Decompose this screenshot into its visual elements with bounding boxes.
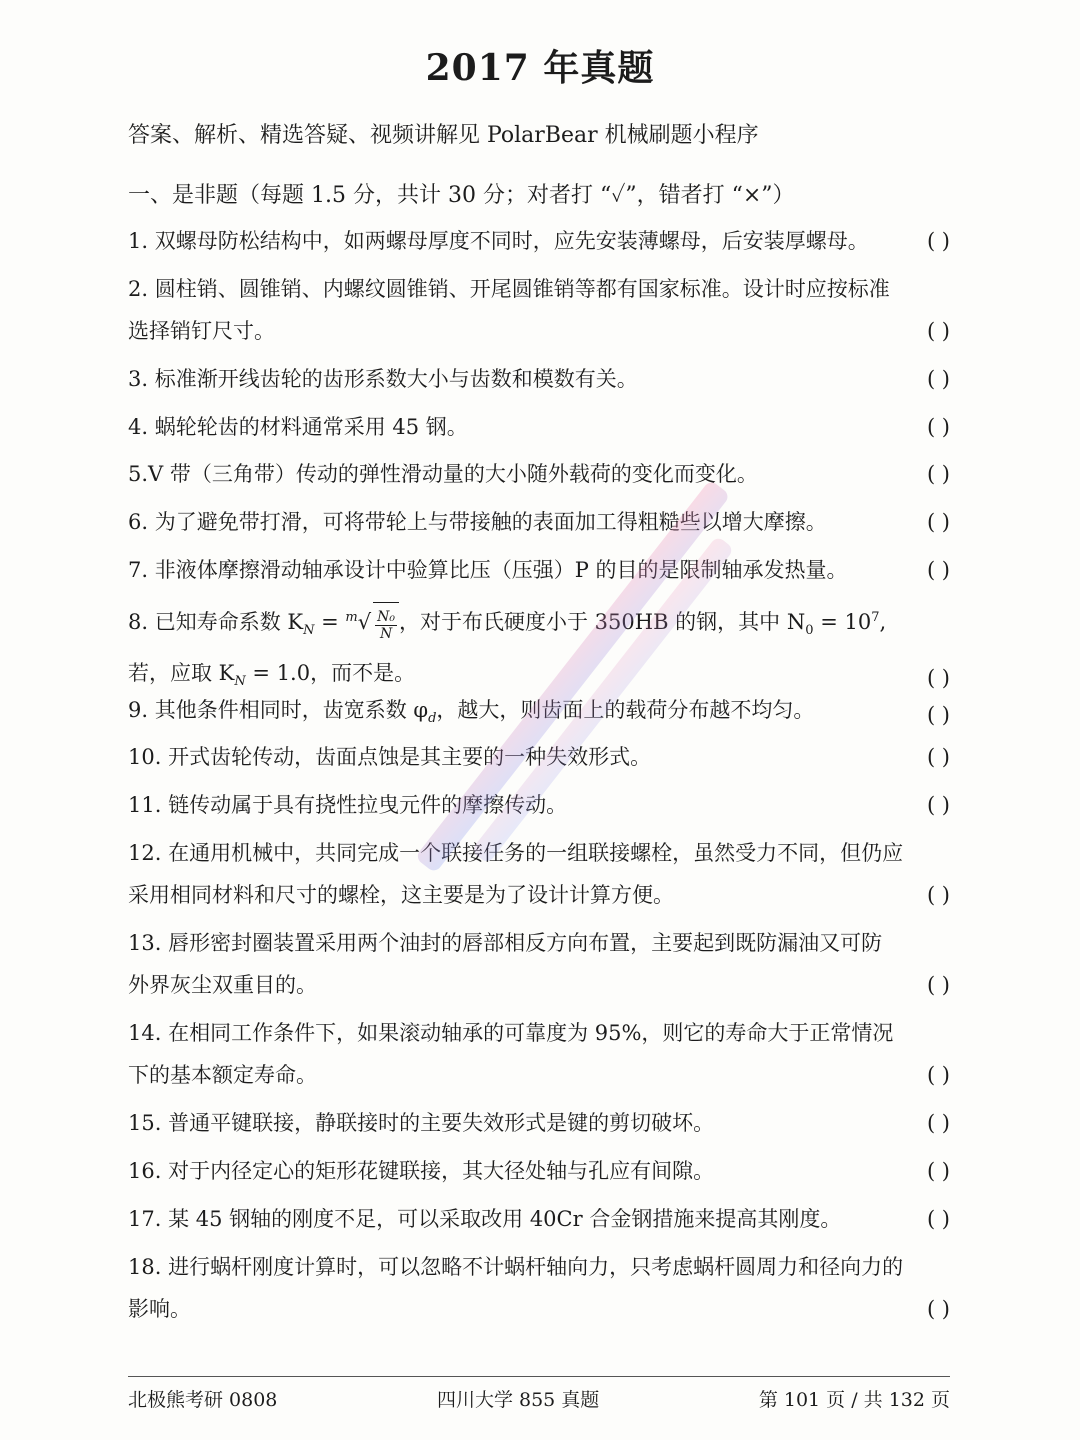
- question-12: [128, 832, 950, 922]
- root-index: m: [345, 610, 358, 625]
- answer-blank: ( ): [926, 415, 950, 439]
- footer-center: 四川大学 855 真题: [436, 1389, 600, 1411]
- question-text-part: 若，应取 K: [128, 661, 235, 686]
- answer-blank: ( ): [926, 367, 950, 391]
- question-text: 18. 进行蜗杆刚度计算时，可以忽略不计蜗杆轴向力，只考虑蜗杆圆周力和径向力的: [128, 1255, 904, 1279]
- section-heading: 一、是非题（每题 1.5 分，共计 30 分；对者打 “✓”，错者打 “×”）: [128, 183, 795, 208]
- question-text: 4. 蜗轮轮齿的材料通常采用 45 钢。: [128, 415, 468, 439]
- page-footer: [128, 1385, 950, 1412]
- footer-page-number: 第 101 页 / 共 132 页: [758, 1389, 950, 1411]
- question-16: [128, 1150, 950, 1198]
- page-title: 2017 年真题: [425, 47, 655, 89]
- answer-blank: ( ): [926, 702, 950, 727]
- question-text-cont: 采用相同材料和尺寸的螺栓，这主要是为了设计计算方便。: [128, 883, 674, 907]
- question-text: 2. 圆柱销、圆锥销、内螺纹圆锥销、开尾圆锥销等都有国家标准。设计时应按标准: [128, 277, 890, 301]
- answer-blank: ( ): [926, 973, 950, 997]
- fraction-numerator: N₀: [377, 609, 395, 625]
- answer-blank: ( ): [926, 1111, 950, 1135]
- radicand: [373, 602, 399, 645]
- answer-blank: ( ): [926, 1159, 950, 1183]
- question-3: [128, 358, 950, 406]
- answer-blank: ( ): [926, 883, 950, 907]
- subscript: 0: [805, 623, 814, 639]
- subscript: N: [303, 623, 315, 639]
- question-2: [128, 268, 950, 358]
- question-text-cont: 选择销钉尺寸。: [128, 319, 275, 343]
- question-11: [128, 784, 950, 832]
- answer-blank: ( ): [926, 1297, 950, 1321]
- question-text: 5.V 带（三角带）传动的弹性滑动量的大小随外载荷的变化而变化。: [128, 462, 758, 486]
- footer-divider: [128, 1376, 950, 1377]
- question-7: [128, 549, 950, 597]
- equals-sign: =: [314, 610, 346, 634]
- question-9: [128, 689, 950, 736]
- question-1: [128, 220, 950, 268]
- question-text-part: ，对于布氏硬度小于 350HB 的钢，其中 N: [399, 610, 806, 634]
- question-text: 7. 非液体摩擦滑动轴承设计中验算比压（压强）P 的目的是限制轴承发热量。: [128, 558, 848, 582]
- question-6: [128, 501, 950, 549]
- question-4: [128, 406, 950, 453]
- question-text: 13. 唇形密封圈装置采用两个油封的唇部相反方向布置，主要起到既防漏油又可防: [128, 931, 883, 955]
- question-17: [128, 1198, 950, 1246]
- answer-blank: ( ): [926, 793, 950, 817]
- subscript: N: [234, 674, 246, 690]
- fraction: [375, 609, 397, 642]
- question-text: [128, 597, 886, 652]
- question-18: [128, 1246, 950, 1336]
- subscript: d: [428, 711, 437, 727]
- question-list: [128, 220, 950, 1336]
- answer-blank: ( ): [926, 510, 950, 534]
- answer-blank: ( ): [926, 1207, 950, 1231]
- answer-blank: ( ): [926, 319, 950, 343]
- answer-blank: ( ): [926, 462, 950, 486]
- superscript: 7: [871, 610, 880, 625]
- question-text: 3. 标准渐开线齿轮的齿形系数大小与齿数和模数有关。: [128, 367, 638, 391]
- answer-blank: ( ): [926, 229, 950, 253]
- comma: ,: [879, 610, 887, 634]
- question-10: [128, 736, 950, 784]
- question-5: [128, 453, 950, 501]
- radical-sign: √: [357, 610, 372, 634]
- question-15: [128, 1102, 950, 1150]
- question-text-part: 9. 其他条件相同时，齿宽系数 φ: [128, 698, 429, 722]
- question-text-cont: 下的基本额定寿命。: [128, 1063, 317, 1087]
- question-text: 16. 对于内径定心的矩形花键联接，其大径处轴与孔应有间隙。: [128, 1159, 715, 1183]
- question-text-part: 8. 已知寿命系数 K: [128, 610, 304, 634]
- answer-blank: ( ): [926, 745, 950, 769]
- question-text: 17. 某 45 钢轴的刚度不足，可以采取改用 40Cr 合金钢措施来提高其刚度。: [128, 1207, 842, 1231]
- question-text-cont: 外界灰尘双重目的。: [128, 973, 317, 997]
- question-text: 12. 在通用机械中，共同完成一个联接任务的一组联接螺栓，虽然受力不同，但仍应: [128, 841, 904, 865]
- question-text-cont: 影响。: [128, 1297, 191, 1321]
- question-text: 14. 在相同工作条件下，如果滚动轴承的可靠度为 95%，则它的寿命大于正常情况: [128, 1021, 894, 1045]
- question-text-part: = 10: [813, 610, 872, 634]
- question-text: 10. 开式齿轮传动，齿面点蚀是其主要的一种失效形式。: [128, 745, 652, 769]
- question-text: 15. 普通平键联接，静联接时的主要失效形式是键的剪切破坏。: [128, 1111, 715, 1135]
- question-14: [128, 1012, 950, 1102]
- question-text: [128, 689, 814, 740]
- question-text-part: ，越大，则齿面上的载荷分布越不均匀。: [436, 698, 815, 722]
- fraction-denominator: N: [379, 626, 393, 642]
- answer-blank: ( ): [926, 558, 950, 582]
- question-8: [128, 597, 950, 689]
- question-text: 1. 双螺母防松结构中，如两螺母厚度不同时，应先安装薄螺母，后安装厚螺母。: [128, 229, 869, 253]
- footer-left: 北极熊考研 0808: [128, 1389, 278, 1411]
- answer-blank: ( ): [926, 665, 950, 690]
- answer-blank: ( ): [926, 1063, 950, 1087]
- question-13: [128, 922, 950, 1012]
- source-line: 答案、解析、精选答疑、视频讲解见 PolarBear 机械刷题小程序: [128, 123, 759, 148]
- question-text: 6. 为了避免带打滑，可将带轮上与带接触的表面加工得粗糙些以增大摩擦。: [128, 510, 827, 534]
- question-text-part: = 1.0，而不是。: [245, 661, 416, 686]
- question-text: 11. 链传动属于具有挠性拉曳元件的摩擦传动。: [128, 793, 568, 817]
